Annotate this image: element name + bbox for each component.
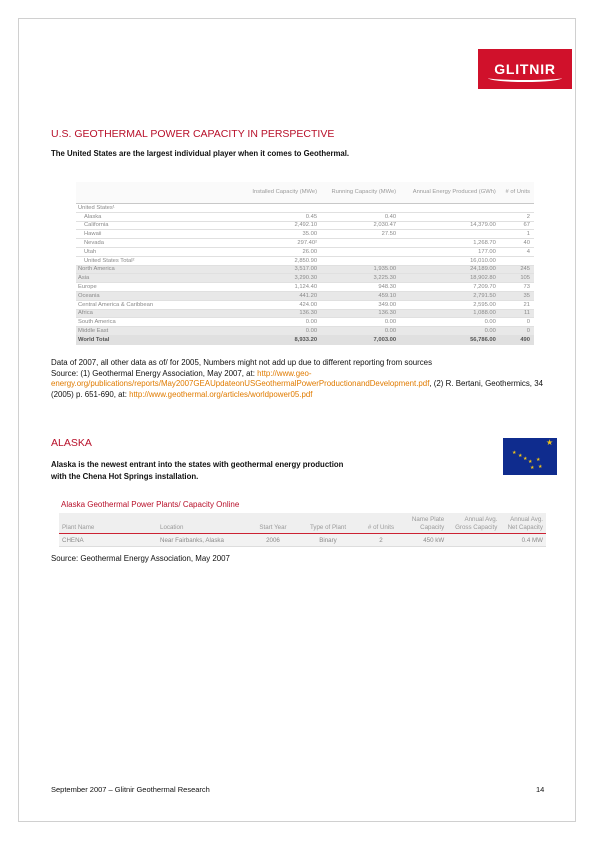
table-cell: 2,850.90	[242, 256, 321, 265]
big-dipper-star-icon: ★	[512, 450, 517, 456]
table-cell: 0.40	[321, 212, 400, 221]
col-plant-name: Plant Name	[59, 513, 157, 534]
table-cell	[321, 239, 400, 248]
table-cell: 1	[500, 230, 534, 239]
table-cell: 0	[500, 327, 534, 336]
row-label: Central America & Caribbean	[76, 300, 242, 309]
table-notes	[51, 358, 546, 400]
table-row	[76, 212, 534, 221]
table-cell: 441.20	[242, 291, 321, 300]
table-cell: 0.00	[242, 318, 321, 327]
table-cell: 26.00	[242, 247, 321, 256]
alaska-flag-icon	[503, 438, 557, 475]
row-label: South America	[76, 318, 242, 327]
col-gross	[447, 513, 500, 534]
table-row	[76, 327, 534, 336]
row-label: United States Total²	[76, 256, 242, 265]
notes-source-prefix: Source: (1) Geothermal Energy Association, May 2007, at:	[51, 368, 258, 378]
table-cell: 8,933.20	[242, 335, 321, 344]
row-label: North America	[76, 265, 242, 274]
table-cell: 2,492.10	[242, 221, 321, 230]
col-net-l2: Net Capacity	[507, 524, 543, 531]
notes-line1: Data of 2007, all other data as of/ for 2005, Numbers might not add up due to different reporting from sources	[51, 358, 433, 367]
big-dipper-star-icon: ★	[523, 456, 528, 462]
table-cell: 16,010.00	[400, 256, 500, 265]
big-dipper-star-icon: ★	[530, 465, 535, 471]
table-cell: 35.00	[242, 230, 321, 239]
alaska-table-header	[59, 513, 546, 534]
table-cell: 105	[500, 274, 534, 283]
cell-nameplate: 450 kW	[405, 534, 447, 547]
row-label: Middle East	[76, 327, 242, 336]
table-cell: 1,088.00	[400, 309, 500, 318]
capacity-table	[76, 182, 534, 345]
capacity-col-header: Running Capacity (MWe)	[321, 182, 400, 204]
worldpower-link[interactable]: http://www.geothermal.org/articles/worldpower05.pdf	[129, 389, 313, 399]
table-row	[76, 318, 534, 327]
table-row	[76, 239, 534, 248]
alaska-plants-table	[59, 513, 546, 547]
row-label: Hawaii	[76, 230, 242, 239]
table-cell: 2,595.00	[400, 300, 500, 309]
alaska-lead-line2: with the Chena Hot Springs installation.	[51, 471, 199, 481]
cell-gross	[447, 534, 500, 547]
table-row	[76, 283, 534, 292]
table-cell	[321, 204, 400, 213]
row-label: World Total	[76, 335, 242, 344]
table-cell: 35	[500, 291, 534, 300]
table-cell: 4	[500, 247, 534, 256]
col-type: Type of Plant	[299, 513, 357, 534]
table-cell: 2	[500, 212, 534, 221]
footer-text: September 2007 – Glitnir Geothermal Research	[51, 785, 210, 794]
capacity-col-header: # of Units	[500, 182, 534, 204]
north-star-icon: ★	[546, 438, 554, 447]
big-dipper-star-icon: ★	[536, 457, 541, 463]
row-label: Europe	[76, 283, 242, 292]
alaska-source: Source: Geothermal Energy Association, May 2007	[51, 554, 230, 563]
alaska-lead-line1: Alaska is the newest entrant into the states with geothermal energy production	[51, 460, 344, 469]
cell-location: Near Fairbanks, Alaska	[157, 534, 247, 547]
table-cell: 1,935.00	[321, 265, 400, 274]
table-cell: 136.30	[242, 309, 321, 318]
table-cell: 67	[500, 221, 534, 230]
table-row	[76, 247, 534, 256]
table-row	[76, 230, 534, 239]
table-cell	[400, 212, 500, 221]
cell-type: Binary	[299, 534, 357, 547]
capacity-table-header	[76, 182, 534, 204]
row-label: Alaska	[76, 212, 242, 221]
table-cell: 0.45	[242, 212, 321, 221]
table-row	[76, 274, 534, 283]
table-row	[76, 309, 534, 318]
table-cell: 27.50	[321, 230, 400, 239]
table-cell: 0.00	[321, 318, 400, 327]
cell-units: 2	[357, 534, 405, 547]
table-cell	[500, 204, 534, 213]
row-label: United States¹	[76, 204, 242, 213]
section-heading-us: U.S. GEOTHERMAL POWER CAPACITY IN PERSPECTIVE	[51, 128, 335, 140]
table-cell: 7,003.00	[321, 335, 400, 344]
table-cell: 56,786.00	[400, 335, 500, 344]
table-row	[76, 335, 534, 344]
table-cell: 459.10	[321, 291, 400, 300]
table-cell	[321, 256, 400, 265]
table-cell: 7,209.70	[400, 283, 500, 292]
logo-swoosh-icon	[488, 74, 562, 82]
table-cell	[400, 230, 500, 239]
table-cell: 3,290.30	[242, 274, 321, 283]
page-number: 14	[536, 785, 545, 794]
table-row	[76, 300, 534, 309]
big-dipper-star-icon: ★	[538, 464, 543, 470]
table-cell: 11	[500, 309, 534, 318]
table-cell: 297.40²	[242, 239, 321, 248]
col-gross-l1: Annual Avg.	[464, 516, 498, 523]
gea-report-link[interactable]: http://www.geo-energy.org/publications/reports/May2007GEAUpdateonUSGeothermalPowerProductionandDevelopment.pdf	[51, 368, 430, 388]
cell-start: 2006	[247, 534, 299, 547]
table-row	[76, 265, 534, 274]
table-row	[76, 256, 534, 265]
table-cell: 24,189.00	[400, 265, 500, 274]
row-label: Nevada	[76, 239, 242, 248]
table-cell: 0.00	[321, 327, 400, 336]
col-units: # of Units	[357, 513, 405, 534]
section-heading-alaska: ALASKA	[51, 437, 92, 449]
table-cell: 349.00	[321, 300, 400, 309]
table-cell: 1,124.40	[242, 283, 321, 292]
table-cell: 2,791.50	[400, 291, 500, 300]
table-cell: 21	[500, 300, 534, 309]
table-cell: 0	[500, 318, 534, 327]
big-dipper-star-icon: ★	[528, 459, 533, 465]
cell-plant: CHENA	[59, 534, 157, 547]
row-label: Oceania	[76, 291, 242, 300]
table-cell	[242, 204, 321, 213]
section-lead-alaska	[51, 459, 391, 482]
row-label: Asia	[76, 274, 242, 283]
table-cell: 3,517.00	[242, 265, 321, 274]
capacity-col-header	[76, 182, 242, 204]
table-cell	[400, 204, 500, 213]
capacity-col-header: Annual Energy Produced (GWh)	[400, 182, 500, 204]
table-cell: 0.00	[242, 327, 321, 336]
cell-net: 0.4 MW	[500, 534, 546, 547]
table-cell: 73	[500, 283, 534, 292]
table-row	[59, 534, 546, 547]
col-location: Location	[157, 513, 247, 534]
table-cell: 2,030.47	[321, 221, 400, 230]
col-gross-l2: Gross Capacity	[455, 524, 498, 531]
col-start-year: Start Year	[247, 513, 299, 534]
big-dipper-star-icon: ★	[518, 453, 523, 459]
glitnir-logo	[478, 49, 572, 89]
table-cell: 0.00	[400, 318, 500, 327]
notes-sources	[51, 369, 546, 401]
col-nameplate-l1: Name Plate	[411, 516, 445, 523]
row-label: California	[76, 221, 242, 230]
table-cell: 424.00	[242, 300, 321, 309]
table-cell	[321, 247, 400, 256]
table-row	[76, 221, 534, 230]
col-nameplate	[405, 513, 447, 534]
table-cell: 40	[500, 239, 534, 248]
table-row	[76, 204, 534, 213]
row-label: Africa	[76, 309, 242, 318]
section-lead-us: The United States are the largest individual player when it comes to Geothermal.	[51, 149, 350, 158]
table-cell: 3,225.30	[321, 274, 400, 283]
table-cell: 0.00	[400, 327, 500, 336]
table-cell: 490	[500, 335, 534, 344]
table-cell	[500, 256, 534, 265]
table-cell: 948.30	[321, 283, 400, 292]
alaska-table-title: Alaska Geothermal Power Plants/ Capacity Online	[61, 500, 240, 509]
table-cell: 1,268.70	[400, 239, 500, 248]
row-label: Utah	[76, 247, 242, 256]
notes-source-mid: , (2) R. Bertani, Geothermics, 34 (2005) p. 651-690, at:	[51, 379, 543, 399]
col-net	[500, 513, 546, 534]
table-cell: 136.30	[321, 309, 400, 318]
table-cell: 18,902.80	[400, 274, 500, 283]
col-nameplate-l2: Capacity	[420, 524, 445, 531]
table-cell: 14,379.00	[400, 221, 500, 230]
logo-text: GLITNIR	[494, 61, 556, 77]
capacity-col-header: Installed Capacity (MWe)	[242, 182, 321, 204]
table-row	[76, 291, 534, 300]
table-cell: 177.00	[400, 247, 500, 256]
table-cell: 245	[500, 265, 534, 274]
col-net-l1: Annual Avg.	[510, 516, 543, 523]
